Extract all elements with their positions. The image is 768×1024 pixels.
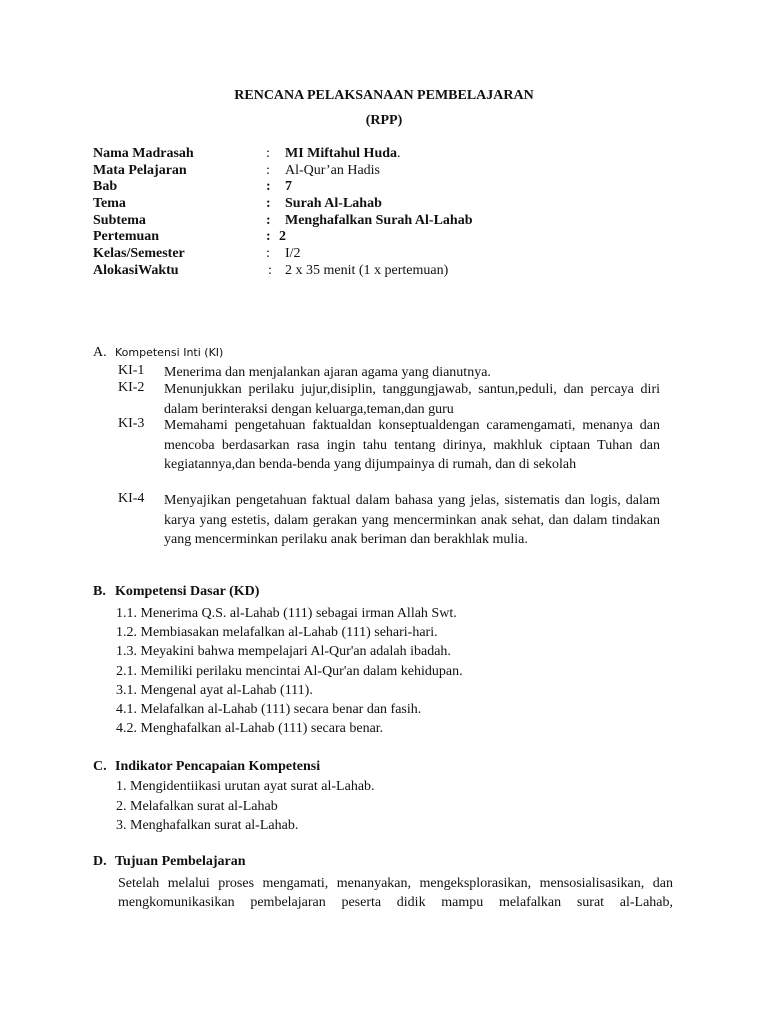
indicator-item: 3. Menghafalkan surat al-Lahab. (116, 818, 299, 834)
document-title: RENCANA PELAKSANAAN PEMBELAJARAN (234, 88, 534, 103)
identity-value: I/2 (285, 246, 301, 262)
identity-row (93, 146, 693, 163)
identity-separator: : (268, 262, 272, 278)
section-title: Indikator Pencapaian Kompetensi (115, 759, 321, 774)
ki-number: KI-2 (118, 380, 145, 395)
identity-row (93, 163, 693, 180)
ki-item (118, 380, 660, 419)
section-title: Kompetensi Inti (KI) (115, 346, 224, 359)
identity-label: Bab (93, 179, 118, 195)
indicator-item: 2. Melafalkan surat al-Lahab (116, 798, 278, 814)
identity-value: 7 (285, 179, 292, 195)
kd-item: 1.1. Menerima Q.S. al-Lahab (111) sebagai irman Allah Swt. (116, 606, 457, 621)
identity-value: 2 (279, 229, 286, 245)
kd-list (116, 604, 463, 738)
identity-row (93, 246, 693, 263)
identity-row (93, 263, 693, 280)
identity-label: Subtema (93, 212, 146, 228)
section-letter: A. (93, 345, 107, 360)
ki-text: Menunjukkan perilaku jujur,disiplin, tanggungjawab, santun,peduli, dan percaya diri dalam berinteraksi dengan keluarga,teman,dan guru (164, 382, 660, 417)
identity-label: Mata Pelajaran (93, 162, 187, 178)
ki-text: Menerima dan menjalankan ajaran agama yang dianutnya. (164, 365, 491, 380)
section-letter: B. (93, 584, 106, 599)
identity-separator: : (266, 246, 270, 262)
identity-value-text: MI Miftahul Huda (285, 146, 398, 161)
ki-number: KI-3 (118, 416, 145, 431)
ki-number: KI-4 (118, 491, 145, 506)
identity-value (285, 146, 401, 163)
identity-label: Tema (93, 196, 126, 212)
identity-row (93, 213, 693, 230)
ki-text: Menyajikan pengetahuan faktual dalam bahasa yang jelas, sistematis dan logis, dalam karya yang estetis, dalam gerakan yang mencerminkan anak sehat, dan dalam tindakan yang mencerminkan perilaku anak beriman dan berakhlak mulia. (164, 493, 660, 547)
kd-item: 2.1. Memiliki perilaku mencintai Al-Qur'an dalam kehidupan. (116, 663, 463, 679)
section-letter: C. (93, 759, 107, 774)
kd-item: 3.1. Mengenal ayat al-Lahab (111). (116, 682, 313, 698)
identity-separator: : (266, 196, 271, 212)
identity-label: AlokasiWaktu (93, 262, 179, 278)
identity-label: Pertemuan (93, 229, 160, 245)
learning-objective-text: Setelah melalui proses mengamati, menanyakan, mengeksplorasikan, mensosialisasikan, dan mengkomunikasikan pembelajaran peserta didik mampu melafalkan surat al-Lahab, (118, 876, 673, 910)
identity-value-suffix: . (397, 146, 401, 161)
section-a-heading (93, 345, 223, 361)
identity-separator: : (266, 179, 271, 195)
identity-row (93, 179, 693, 196)
kd-item: 1.2. Membiasakan melafalkan al-Lahab (111) sehari-hari. (116, 625, 438, 641)
indicator-list (116, 777, 375, 836)
section-title: Tujuan Pembelajaran (115, 854, 246, 869)
ki-text: Memahami pengetahuan faktualdan konseptualdengan caramengamati, menanya dan mencoba berdasarkan rasa ingin tahu tentang dirinya, makhluk ciptaan Tuhan dan kegiatannya,dan benda-benda yang dijumpainya di rumah, dan di sekolah (164, 418, 660, 472)
section-title: Kompetensi Dasar (KD) (115, 584, 260, 599)
ki-number: KI-1 (118, 363, 145, 378)
identity-value: Menghafalkan Surah Al-Lahab (285, 212, 473, 228)
section-letter: D. (93, 854, 107, 869)
ki-item (118, 416, 660, 475)
identity-separator: : (266, 146, 270, 161)
identity-value: 2 x 35 menit (1 x pertemuan) (285, 262, 449, 278)
identity-label: Nama Madrasah (93, 146, 194, 161)
section-c-heading (93, 759, 320, 775)
identity-row (93, 196, 693, 213)
identity-separator: : (266, 212, 271, 228)
identity-table (93, 146, 693, 280)
identity-label: Kelas/Semester (93, 246, 185, 262)
identity-value: Surah Al-Lahab (285, 196, 382, 212)
kd-item: 4.2. Menghafalkan al-Lahab (111) secara benar. (116, 721, 384, 737)
kd-item: 4.1. Melafalkan al-Lahab (111) secara benar dan fasih. (116, 701, 422, 717)
indicator-item: 1. Mengidentiikasi urutan ayat surat al-Lahab. (116, 779, 375, 794)
section-b-heading (93, 584, 259, 600)
identity-row (93, 229, 693, 246)
identity-separator: : (266, 162, 270, 178)
document-subtitle: (RPP) (365, 113, 403, 128)
section-d-heading (93, 854, 246, 870)
ki-item (118, 491, 660, 550)
identity-separator: : (266, 229, 271, 245)
kd-item: 1.3. Meyakini bahwa mempelajari Al-Qur'an adalah ibadah. (116, 644, 451, 660)
identity-value: Al-Qur’an Hadis (285, 162, 380, 178)
